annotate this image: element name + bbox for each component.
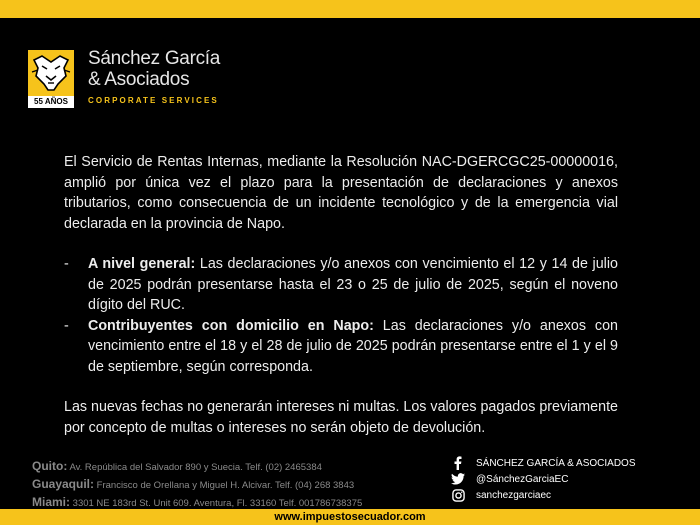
city-label: Miami:: [32, 495, 71, 509]
logo-emblem: [28, 50, 74, 96]
closing-paragraph: Las nuevas fechas no generarán intereses ni multas. Los valores pagados previamente por concepto de multas o intereses no serán objeto de devolución.: [64, 399, 618, 436]
social-links: [450, 455, 635, 503]
company-name-line1: Sánchez García: [88, 48, 221, 69]
instagram-icon: [450, 488, 466, 502]
bullet-list: [64, 254, 618, 377]
bullet-text: Las declaraciones y/o anexos con vencimiento el 12 y 14 de julio de 2025 podrán presentarse hasta el 23 o 25 de julio de 2025, según el noveno dígito del RUC.: [88, 256, 618, 313]
company-name: [88, 48, 220, 90]
main-content: [64, 152, 618, 438]
bullet-dash: -: [64, 256, 69, 272]
company-logo: [28, 48, 221, 110]
company-name-line2: & Asociados: [88, 69, 190, 90]
anniversary-badge: 55 AÑOS: [28, 96, 74, 108]
bullet-text: Las declaraciones y/o anexos con vencimiento entre el 18 y el 28 de julio de 2025 podrán presentarse entre el 1 y el 9 de septiembre, según corresponda.: [88, 317, 618, 375]
address-guayaquil: [32, 476, 362, 494]
address-quito: [32, 458, 362, 476]
list-item: [64, 316, 618, 378]
city-label: Quito:: [32, 459, 68, 473]
website-link[interactable]: www.impuestosecuador.com: [274, 511, 426, 523]
bullet-heading: Contribuyentes con domicilio en Napo:: [88, 317, 374, 334]
bullet-heading: A nivel general:: [88, 256, 196, 272]
intro-paragraph: El Servicio de Rentas Internas, mediante la Resolución NAC-DGERCGC25-00000016, amplió por única vez el plazo para la presentación de declaraciones y anexos tributarios, como consecuencia de un incidente tecnológico y de la emergencia vial declarada en la provincia de Napo.: [64, 154, 618, 232]
social-twitter[interactable]: [450, 471, 635, 487]
facebook-icon: [450, 456, 466, 470]
city-label: Guayaquil:: [32, 477, 95, 491]
address-detail: Francisco de Orellana y Miguel H. Alcivar. Telf. (04) 268 3843: [94, 480, 355, 491]
address-detail: Av. República del Salvador 890 y Suecia. Telf. (02) 2465384: [67, 462, 322, 473]
list-item: [64, 254, 618, 316]
company-tagline: CORPORATE SERVICES: [88, 96, 219, 105]
address-detail: 3301 NE 183rd St. Unit 609. Aventura, Fl. 33160 Telf. 001786738375: [70, 498, 363, 509]
bullet-dash: -: [64, 317, 69, 334]
lion-icon: [28, 50, 74, 96]
top-accent-bar: [0, 0, 700, 18]
social-label: SÁNCHEZ GARCÍA & ASOCIADOS: [476, 457, 636, 469]
social-instagram[interactable]: [450, 487, 635, 503]
bottom-accent-bar: [0, 509, 700, 525]
social-label: @SánchezGarciaEC: [476, 473, 569, 485]
social-facebook[interactable]: [450, 455, 635, 471]
office-addresses: [32, 458, 362, 512]
twitter-icon: [450, 472, 466, 486]
social-label: sanchezgarciaec: [476, 489, 552, 501]
